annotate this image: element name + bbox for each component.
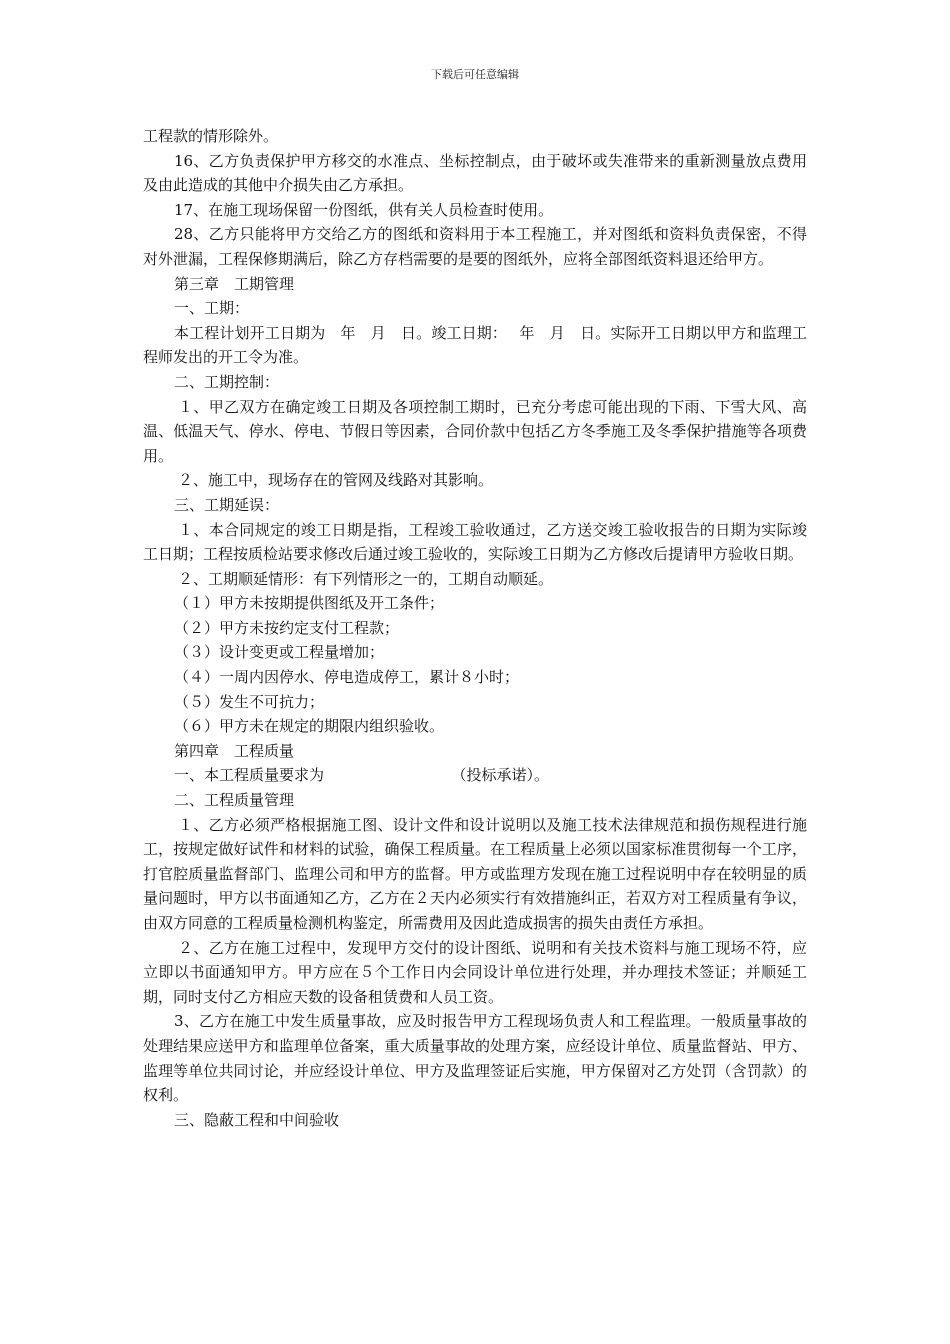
paragraph: 工程款的情形除外。 xyxy=(143,127,279,145)
paragraph: ２、乙方在施工过程中，发现甲方交付的设计图纸、说明和有关技术资料与施工现场不符，应立即以书面通知甲方。甲方应在５个工作日内会同设计单位进行处理，并办理技术签证；并顺延工期，同时支付乙方相应天数的设备租赁费和人员工资。 xyxy=(143,938,807,1006)
paragraph: 17、在施工现场保留一份图纸，供有关人员检查时使用。 xyxy=(174,200,554,219)
paragraph: 3、乙方在施工中发生质量事故，应及时报告甲方工程现场负责人和工程监理。一般质量事故的处理结果应送甲方和监理单位备案，重大质量事故的处理方案，应经设计单位、质量监督站、甲方、监理等单位共同讨论，并应经设计单位、甲方及监理签证后实施，甲方保留对乙方处罚（含罚款）的权利。 xyxy=(143,1012,807,1105)
section-heading: 二、工期控制： xyxy=(174,372,280,391)
paragraph: １、甲乙双方在确定竣工日期及各项控制工期时，已充分考虑可能出现的下雨、下雪大风、高温、低温天气、停水、停电、节假日等因素，合同价款中包括乙方冬季施工及冬季保护措施等各项费用。 xyxy=(143,397,807,465)
paragraph: ２、工期顺延情形：有下列情形之一的，工期自动顺延。 xyxy=(178,569,554,588)
list-item: （３）设计变更或工程量增加； xyxy=(174,643,385,662)
paragraph: 一、本工程质量要求为 （投标承诺）。 xyxy=(174,766,550,785)
list-item: （４）一周内因停水、停电造成停工，累计８小时； xyxy=(174,668,520,687)
section-heading: 二、工程质量管理 xyxy=(174,791,295,810)
paragraph: １、乙方必须严格根据施工图、设计文件和设计说明以及施工技术法律规范和损伤规程进行施工，按规定做好试件和材料的试验，确保工程质量。在工程质量上必须以国家标准贯彻每一个工序，打官腔质量监督部门、监理公司和甲方的监督。甲方或监理方发现在施工过程说明中存在较明显的质量问题时，甲方以书面通知乙方，乙方在２天内必须实行有效措施纠正，若双方对工程质量有争议，由双方同意的工程质量检测机构鉴定，所需费用及因此造成损害的损失由责任方承担。 xyxy=(143,815,807,932)
section-heading: 三、隐蔽工程和中间验收 xyxy=(174,1110,340,1129)
list-item: （６）甲方未在规定的期限内组织验收。 xyxy=(174,717,445,736)
section-heading: 三、工期延误： xyxy=(174,495,280,514)
paragraph: 28、乙方只能将甲方交给乙方的图纸和资料用于本工程施工，并对图纸和资料负责保密，不得对外泄漏，工程保修期满后，除乙方存档需要的是要的图纸外，应将全部图纸资料退还给甲方。 xyxy=(143,225,807,268)
paragraph: １、本合同规定的竣工日期是指，工程竣工验收通过，乙方送交竣工验收报告的日期为实际竣工日期；工程按质检站要求修改后通过竣工验收的，实际竣工日期为乙方修改后提请甲方验收日期。 xyxy=(143,520,807,564)
section-heading: 一、工期： xyxy=(174,299,250,318)
chapter-heading: 第三章 工期管理 xyxy=(174,274,295,293)
page-header: 下载后可任意编辑 xyxy=(431,68,519,81)
list-item: （２）甲方未按约定支付工程款； xyxy=(174,618,400,637)
document-body xyxy=(143,124,807,1132)
paragraph: ２、施工中，现场存在的管网及线路对其影响。 xyxy=(178,471,494,490)
list-item: （５）发生不可抗力； xyxy=(174,692,325,711)
chapter-heading: 第四章 工程质量 xyxy=(174,741,295,760)
paragraph: 16、乙方负责保护甲方移交的水准点、坐标控制点，由于破坏或失准带来的重新测量放点费用及由此造成的其他中介损失由乙方承担。 xyxy=(143,151,807,195)
paragraph: 本工程计划开工日期为 年 月 日。竣工日期： 年 月 日。实际开工日期以甲方和监理工程师发出的开工令为准。 xyxy=(143,323,807,367)
list-item: （１）甲方未按期提供图纸及开工条件； xyxy=(174,594,445,613)
